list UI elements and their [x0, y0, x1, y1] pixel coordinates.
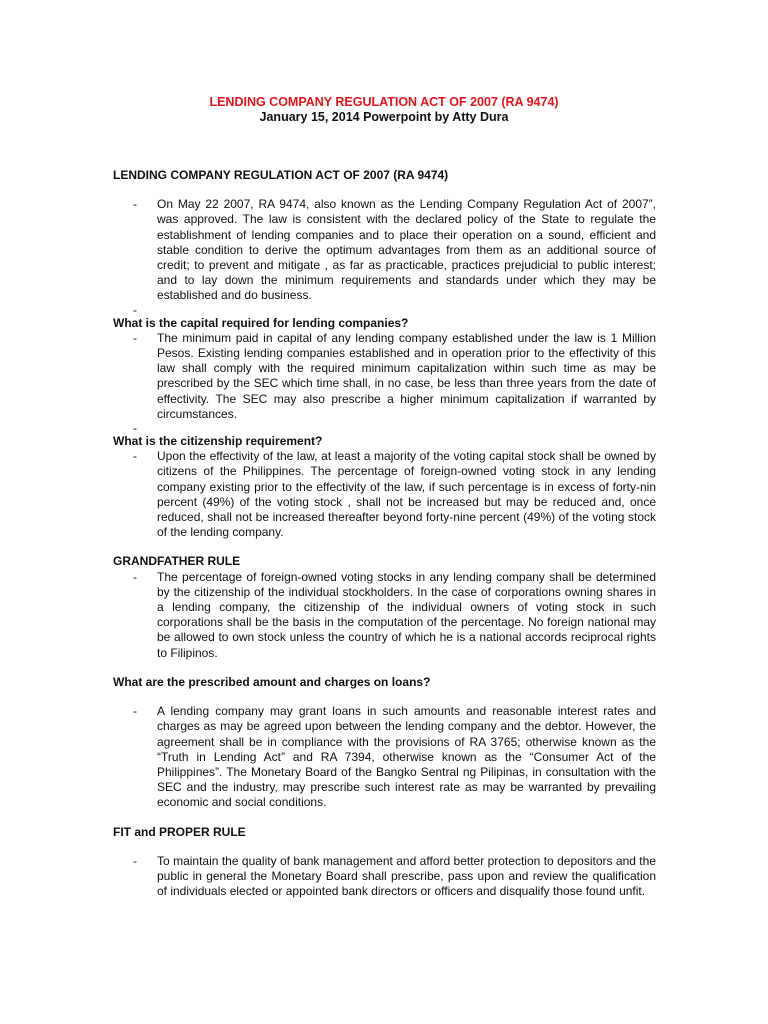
- bullet-dash: -: [133, 569, 137, 584]
- bullet-dash: -: [133, 197, 137, 212]
- document-body: [113, 168, 656, 899]
- list-item: [113, 704, 656, 810]
- list-item: [113, 570, 656, 661]
- spacer: [113, 540, 656, 554]
- document-header: [0, 95, 768, 125]
- list-item: [113, 331, 656, 422]
- paragraph: The percentage of foreign-owned voting stocks in any lending company shall be determined by the citizenship of the individual stockholders. In the case of corporations owning shares in a lending company, the citizenship of the individual owners of voting stock in such corporations shall be the basis in the computation of the percentage. No foreign national may be allowed to own stock unless the country of which he is a national accords reciprocal rights to Filipinos.: [157, 569, 656, 660]
- document-title: LENDING COMPANY REGULATION ACT OF 2007 (RA 9474): [209, 95, 559, 109]
- bullet-dash: -: [133, 421, 137, 436]
- spacer: [113, 840, 656, 854]
- bullet-dash: -: [133, 449, 137, 464]
- list-item: [113, 449, 656, 540]
- section-heading: FIT and PROPER RULE: [113, 824, 246, 839]
- paragraph: Upon the effectivity of the law, at least a majority of the voting capital stock shall be owned by citizens of the Philippines. The percentage of foreign-owned voting stock in any lending company existing prior to the effectivity of the law, if such percentage is in excess of forty-nin percent (49%) of the voting stock , shall not be increased but may be reduced and, once reduced, shall not be increased thereafter beyond forty-nine percent (49%) of the voting stock of the lending company.: [157, 449, 656, 540]
- spacer: [113, 661, 656, 675]
- paragraph: The minimum paid in capital of any lending company established under the law is 1 Million Pesos. Existing lending companies established and in operation prior to the effectivity of this law shall comply with the required minimum capitalization within such time as may be prescribed by the SEC which time shall, in no case, be less than three years from the date of effectivity. The SEC may also prescribe a higher minimum capitalization if warranted by circumstances.: [157, 330, 656, 421]
- bullet-dash: -: [133, 853, 137, 868]
- spacer: [113, 811, 656, 825]
- section-heading: LENDING COMPANY REGULATION ACT OF 2007 (RA 9474): [113, 168, 449, 182]
- spacer: [113, 690, 656, 704]
- list-item: [113, 197, 656, 303]
- paragraph: To maintain the quality of bank management and afford better protection to depositors and the public in general the Monetary Board shall prescribe, pass upon and review the qualification of individuals elected or appointed bank directors or officers and disqualify those found unfit.: [157, 853, 656, 899]
- section-heading: GRANDFATHER RULE: [113, 554, 241, 569]
- bullet-dash: -: [133, 302, 137, 317]
- section-heading: What is the citizenship requirement?: [113, 434, 323, 449]
- bullet-dash: -: [133, 330, 137, 345]
- section-heading: What are the prescribed amount and charges on loans?: [113, 674, 431, 689]
- paragraph: On May 22 2007, RA 9474, also known as the Lending Company Regulation Act of 2007”, was approved. The law is consistent with the declared policy of the State to regulate the establishment of lending companies and to place their operation on a sound, efficient and stable condition to derive the optimum advantages from them as an additional source of credit; to prevent and mitigate , as far as practicable, practices prejudicial to public interest; and to lay down the minimum requirements and standards under which they may be established and do business.: [157, 197, 656, 303]
- paragraph: A lending company may grant loans in such amounts and reasonable interest rates and charges as may be agreed upon between the lending company and the debtor. However, the agreement shall be in compliance with the provisions of RA 3765; otherwise known as the “Truth in Lending Act” and RA 7394, otherwise known as the “Consumer Act of the Philippines”. The Monetary Board of the Bangko Sentral ng Pilipinas, in consultation with the SEC and the industry, may prescribe such interest rate as may be warranted by prevailing economic and social conditions.: [157, 704, 656, 810]
- bullet-dash: -: [133, 704, 137, 719]
- document-subtitle: January 15, 2014 Powerpoint by Atty Dura: [259, 110, 509, 124]
- spacer: [113, 183, 656, 197]
- list-item: [113, 854, 656, 900]
- section-heading: What is the capital required for lending companies?: [113, 315, 409, 330]
